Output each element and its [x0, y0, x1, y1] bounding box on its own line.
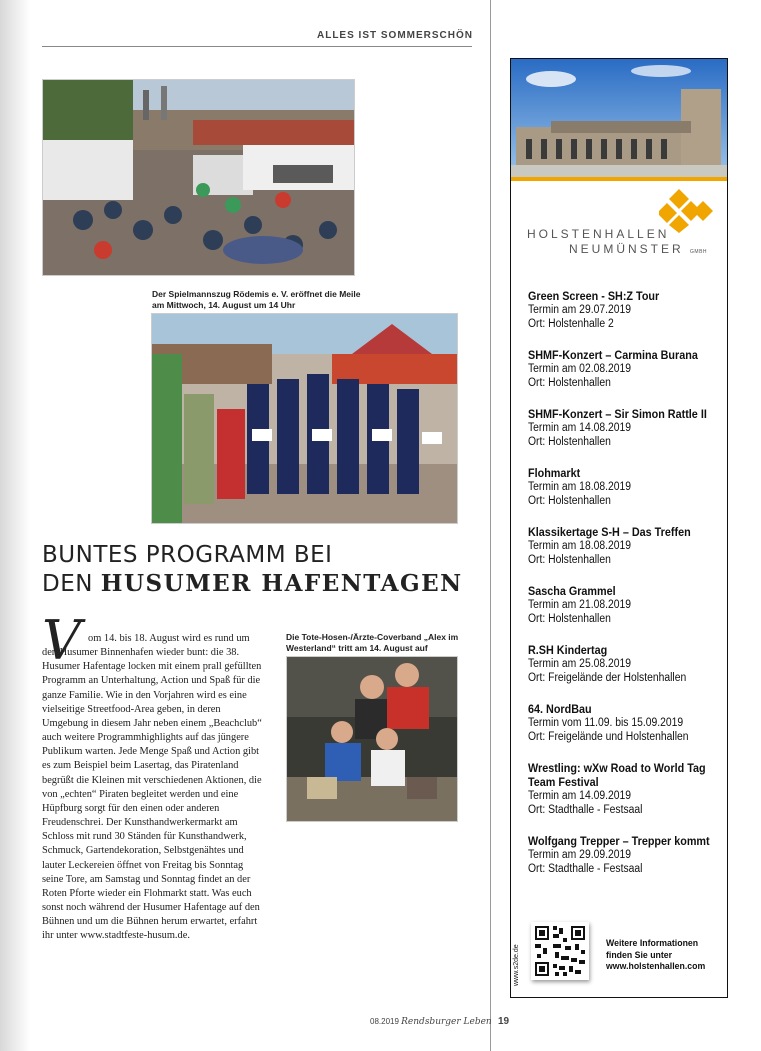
footer-date: 08.2019: [370, 1017, 399, 1026]
event-item: [528, 834, 723, 876]
qr-side-text: www.s2de.de: [513, 944, 520, 986]
event-title: 64. NordBau: [528, 702, 592, 716]
info-line1: Weitere Informationen: [606, 938, 699, 949]
event-title: Wolfgang Trepper – Trepper kommt: [528, 834, 710, 848]
event-list: [528, 289, 723, 893]
event-item: [528, 289, 723, 331]
event-date: Termin vom 11.09. bis 15.09.2019: [528, 717, 684, 729]
event-item: [528, 525, 723, 567]
event-title: SHMF-Konzert – Sir Simon Rattle II: [528, 407, 707, 421]
brand-suffix: GMBH: [690, 249, 708, 255]
event-date: Termin am 25.08.2019: [528, 658, 631, 670]
photo2-caption: Der Spielmannszug Rödemis e. V. eröffnet die Meile am Mittwoch, 14. August um 14 Uhr: [152, 289, 361, 311]
event-item: [528, 584, 723, 626]
event-date: Termin am 14.08.2019: [528, 422, 631, 434]
event-title: Klassikertage S-H – Das Treffen: [528, 525, 691, 539]
page-number: 19: [497, 1016, 510, 1027]
harbor-market-photo: [42, 79, 355, 276]
event-place: Ort: Holstenhalle 2: [528, 318, 614, 330]
event-place: Ort: Holstenhallen: [528, 495, 611, 507]
drop-cap: V: [42, 609, 81, 672]
event-date: Termin am 29.07.2019: [528, 304, 631, 316]
article-body: om 14. bis 18. August wird es rund um den Husumer Binnenhafen wieder bunt: die 38. Husumer Hafentage locken mit einem prall gefüllten Programm an Unterhaltung, Action und Spaß für die ganze Familie. Wie in den Vorjahren wird es eine vielseitige Streetfood-Area geben, in deren Umgebung in diesem Jahr neben einem „Beachclub“ auch weitere Programmhighlights auf das jüngere Publikum warten. Jede Menge Spaß und Action gibt es zum Beispiel beim Lasertag, das Piratenland begrüßt die Kleinen mit verschiedenen Aktionen, die von „echten“ Piraten begleitet werden und eine Hüpfburg sorgt für den einen oder anderen Freudenschrei. Der Kunsthandwerkermarkt am Schloss mit rund 30 Ständen für Kunsthandwerk, Schmuck, Gartendekoration, Selbstgenähtes und lauter Leckereien öffnet von Freitag bis Sonntag seine Tore, am Samstag und Sonntag findet an der Roten Pforte wieder ein Flohmarkt statt. Was euch sonst noch während der Husumer Hafentage auf den Bühnen und um die Bühnen herum erwartet, erfahrt ihr unter www.stadtfeste-husum.de.: [42, 633, 262, 942]
event-title: Wrestling: wXw Road to World Tag Team Festival: [528, 761, 706, 789]
section-label: ALLES IST SOMMERSCHÖN: [316, 30, 473, 41]
event-date: Termin am 21.08.2019: [528, 599, 631, 611]
event-title: Sascha Grammel: [528, 584, 616, 598]
event-place: Ort: Freigelände und Holstenhallen: [528, 731, 689, 743]
event-title: Green Screen - SH:Z Tour: [528, 289, 660, 303]
event-place: Ort: Holstenhallen: [528, 613, 611, 625]
brand-line1: HOLSTENHALLEN: [527, 227, 670, 241]
event-title: Flohmarkt: [528, 466, 581, 480]
holstenhallen-building-photo: [511, 59, 727, 177]
event-title: R.SH Kindertag: [528, 643, 608, 657]
event-place: Ort: Freigelände der Holstenhallen: [528, 672, 687, 684]
qr-code-icon[interactable]: [531, 922, 589, 980]
headline-line2-plain: DEN: [42, 570, 101, 597]
event-date: Termin am 18.08.2019: [528, 481, 631, 493]
event-date: Termin am 18.08.2019: [528, 540, 631, 552]
holstenhallen-ad: [510, 58, 728, 998]
event-date: Termin am 14.09.2019: [528, 790, 631, 802]
event-place: Ort: Stadthalle - Festsaal: [528, 863, 643, 875]
article-headline: [42, 542, 472, 598]
event-item: [528, 348, 723, 390]
header-rule: [42, 46, 472, 47]
website-link[interactable]: www.holstenhallen.com: [606, 961, 706, 972]
event-date: Termin am 02.08.2019: [528, 363, 631, 375]
event-date: Termin am 29.09.2019: [528, 849, 631, 861]
more-info-text: [606, 938, 705, 973]
event-place: Ort: Stadthalle - Festsaal: [528, 804, 643, 816]
coverband-photo: [286, 656, 458, 822]
marching-band-photo: [151, 313, 458, 524]
page-gutter-shadow: [0, 0, 30, 1051]
event-item: [528, 643, 723, 685]
event-place: Ort: Holstenhallen: [528, 377, 611, 389]
headline-line2-strong: HUSUMER HAFENTAGEN: [100, 569, 463, 597]
event-title: SHMF-Konzert – Carmina Burana: [528, 348, 698, 362]
event-place: Ort: Holstenhallen: [528, 554, 611, 566]
page-footer: [370, 1016, 509, 1027]
ad-accent-bar: [511, 177, 727, 181]
column-divider: [490, 0, 491, 1051]
event-item: [528, 466, 723, 508]
event-item: [528, 407, 723, 449]
qr-section: [511, 914, 727, 997]
brand-line2: [569, 242, 707, 256]
photo3-caption: Die Tote-Hosen-/Ärzte-Coverband „Alex im Westerland“ tritt am 14. August auf: [286, 632, 459, 654]
event-item: [528, 702, 723, 744]
headline-line1: BUNTES PROGRAMM BEI: [42, 542, 333, 568]
headline-line2: [42, 570, 472, 599]
brand-line2-text: NEUMÜNSTER: [569, 242, 684, 256]
footer-magazine: Rendsburger Leben: [401, 1017, 492, 1027]
info-line2: finden Sie unter: [606, 949, 673, 961]
event-item: [528, 761, 723, 817]
event-place: Ort: Holstenhallen: [528, 436, 611, 448]
